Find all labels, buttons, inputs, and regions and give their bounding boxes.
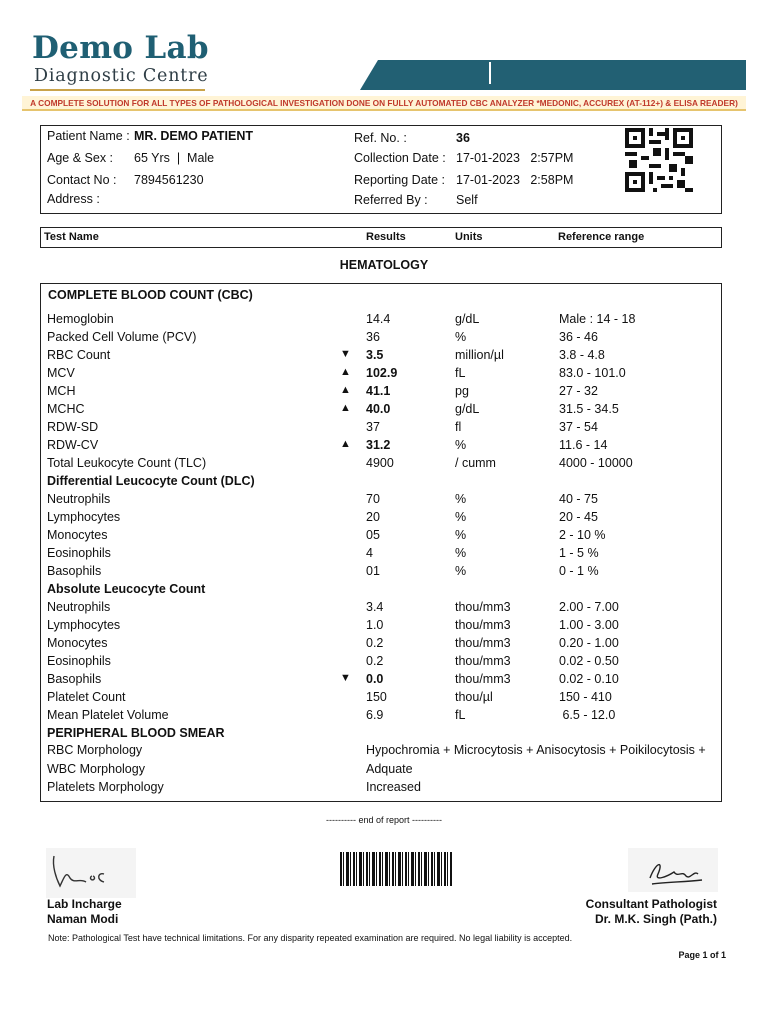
test-unit: fl <box>455 420 462 434</box>
lab-incharge-role: Lab Incharge <box>47 897 122 911</box>
test-result: 31.2 <box>366 438 391 452</box>
table-row <box>0 510 768 528</box>
test-name: Eosinophils <box>47 654 111 668</box>
test-result: 05 <box>366 528 380 542</box>
test-unit: thou/µl <box>455 690 493 704</box>
test-reference: 11.6 - 14 <box>559 438 608 452</box>
table-row <box>0 672 768 690</box>
table-row <box>0 492 768 510</box>
test-result: 4 <box>366 546 373 560</box>
test-unit: thou/mm3 <box>455 636 511 650</box>
table-row <box>0 438 768 456</box>
table-row <box>0 456 768 474</box>
test-result: 41.1 <box>366 384 391 398</box>
table-row <box>0 654 768 672</box>
test-result: 3.4 <box>366 600 384 614</box>
test-name: WBC Morphology <box>47 762 145 776</box>
table-row <box>0 618 768 636</box>
table-row <box>0 743 768 761</box>
barcode-icon <box>340 852 452 886</box>
contact-number: 7894561230 <box>134 173 204 187</box>
test-reference: 4000 - 10000 <box>559 456 633 470</box>
table-row <box>0 564 768 582</box>
department-title: HEMATOLOGY <box>339 258 429 272</box>
collection-date: 17-01-2023 2:57PM <box>456 151 574 165</box>
test-unit: % <box>455 546 467 560</box>
table-row <box>0 690 768 708</box>
test-name: Eosinophils <box>47 546 111 560</box>
contact-label: Contact No : <box>47 173 117 187</box>
table-row <box>0 708 768 726</box>
test-result: 6.9 <box>366 708 384 722</box>
referred-by: Self <box>456 193 478 207</box>
table-row <box>0 402 768 420</box>
address-label: Address : <box>47 192 100 206</box>
test-result: 150 <box>366 690 387 704</box>
test-reference: 31.5 - 34.5 <box>559 402 619 416</box>
test-unit: pg <box>455 384 469 398</box>
test-result: Hypochromia + Microcytosis + Anisocytosis + Poikilocytosis + <box>366 743 706 757</box>
test-reference: 40 - 75 <box>559 492 598 506</box>
ref-label: Ref. No. : <box>354 131 407 145</box>
test-result: 36 <box>366 330 380 344</box>
table-row <box>0 348 768 366</box>
qr-code-icon <box>625 128 693 192</box>
patient-name-label: Patient Name : <box>47 129 130 143</box>
up-arrow-icon: ▲ <box>340 384 351 396</box>
test-reference: 0.02 - 0.50 <box>559 654 619 668</box>
test-reference: 37 - 54 <box>559 420 598 434</box>
test-result: Adquate <box>366 762 413 776</box>
test-name: MCV <box>47 366 75 380</box>
test-result: 0.2 <box>366 654 384 668</box>
test-name: Packed Cell Volume (PCV) <box>47 330 197 344</box>
test-result: 01 <box>366 564 380 578</box>
table-row <box>0 384 768 402</box>
test-name: RBC Count <box>47 348 111 362</box>
up-arrow-icon: ▲ <box>340 366 351 378</box>
down-arrow-icon: ▼ <box>340 672 351 684</box>
test-name: Basophils <box>47 672 102 686</box>
ref-number: 36 <box>456 131 470 145</box>
page-number: Page 1 of 1 <box>678 950 726 960</box>
test-result: 3.5 <box>366 348 384 362</box>
smear-title: PERIPHERAL BLOOD SMEAR <box>47 726 225 740</box>
test-name: RBC Morphology <box>47 743 143 757</box>
test-reference: 6.5 - 12.0 <box>559 708 616 722</box>
test-reference: 2 - 10 % <box>559 528 606 542</box>
test-name: Platelets Morphology <box>47 780 164 794</box>
table-row <box>0 762 768 780</box>
test-name: Mean Platelet Volume <box>47 708 169 722</box>
alc-title: Absolute Leucocyte Count <box>47 582 206 596</box>
banner-divider <box>489 62 491 84</box>
test-unit: % <box>455 492 467 506</box>
test-unit: fL <box>455 366 466 380</box>
disclaimer-note: Note: Pathological Test have technical limitations. For any disparity repeated examination are required. No legal liability is accepted. <box>48 933 573 943</box>
test-reference: 2.00 - 7.00 <box>559 600 619 614</box>
test-name: Hemoglobin <box>47 312 114 326</box>
lab-logo-subtitle: Diagnostic Centre <box>34 66 209 86</box>
signature-left-icon <box>46 848 136 898</box>
collection-date-label: Collection Date : <box>354 151 446 165</box>
table-row <box>0 600 768 618</box>
test-unit: % <box>455 330 467 344</box>
patient-name: MR. DEMO PATIENT <box>134 129 253 143</box>
table-row <box>0 636 768 654</box>
test-name: Neutrophils <box>47 600 111 614</box>
table-row <box>0 330 768 348</box>
test-unit: % <box>455 564 467 578</box>
test-name: Lymphocytes <box>47 618 121 632</box>
col-reference: Reference range <box>558 231 645 243</box>
signature-right-icon <box>628 848 718 892</box>
test-name: MCHC <box>47 402 85 416</box>
test-unit: fL <box>455 708 466 722</box>
header-banner <box>360 60 746 90</box>
tagline: A COMPLETE SOLUTION FOR ALL TYPES OF PATHOLOGICAL INVESTIGATION DONE ON FULLY AUTOMATED CBC ANALYZER *MEDONIC, ACCUREX (AT-112+) & ELISA READER) <box>22 96 746 111</box>
up-arrow-icon: ▲ <box>340 438 351 450</box>
test-unit: g/dL <box>455 402 480 416</box>
down-arrow-icon: ▼ <box>340 348 351 360</box>
test-name: Neutrophils <box>47 492 111 506</box>
test-reference: 36 - 46 <box>559 330 598 344</box>
test-result: 0.0 <box>366 672 384 686</box>
test-reference: 0 - 1 % <box>559 564 599 578</box>
test-name: Lymphocytes <box>47 510 121 524</box>
col-test-name: Test Name <box>44 231 99 243</box>
test-name: RDW-CV <box>47 438 99 452</box>
test-unit: % <box>455 438 467 452</box>
test-unit: thou/mm3 <box>455 618 511 632</box>
test-unit: g/dL <box>455 312 480 326</box>
pathologist-name: Dr. M.K. Singh (Path.) <box>595 912 717 926</box>
test-result: 1.0 <box>366 618 384 632</box>
logo-underline <box>30 89 205 91</box>
up-arrow-icon: ▲ <box>340 402 351 414</box>
test-unit: million/µl <box>455 348 504 362</box>
referred-by-label: Referred By : <box>354 193 428 207</box>
test-unit: % <box>455 528 467 542</box>
test-reference: 83.0 - 101.0 <box>559 366 626 380</box>
test-unit: % <box>455 510 467 524</box>
test-reference: 0.02 - 0.10 <box>559 672 619 686</box>
col-results: Results <box>366 231 406 243</box>
test-name: Monocytes <box>47 528 108 542</box>
test-name: MCH <box>47 384 76 398</box>
test-name: Platelet Count <box>47 690 126 704</box>
test-reference: 27 - 32 <box>559 384 598 398</box>
test-result: Increased <box>366 780 421 794</box>
test-unit: / cumm <box>455 456 496 470</box>
test-name: RDW-SD <box>47 420 99 434</box>
test-result: 70 <box>366 492 380 506</box>
panel-title: COMPLETE BLOOD COUNT (CBC) <box>48 288 253 302</box>
test-unit: thou/mm3 <box>455 672 511 686</box>
table-row <box>0 420 768 438</box>
col-units: Units <box>455 231 483 243</box>
age-sex-label: Age & Sex : <box>47 151 114 165</box>
table-row <box>0 528 768 546</box>
test-result: 4900 <box>366 456 394 470</box>
reporting-date-label: Reporting Date : <box>354 173 446 187</box>
test-result: 20 <box>366 510 380 524</box>
test-result: 40.0 <box>366 402 391 416</box>
test-reference: 20 - 45 <box>559 510 598 524</box>
table-row <box>0 312 768 330</box>
test-result: 0.2 <box>366 636 384 650</box>
test-name: Monocytes <box>47 636 108 650</box>
table-row <box>0 546 768 564</box>
test-reference: Male : 14 - 18 <box>559 312 636 326</box>
test-reference: 3.8 - 4.8 <box>559 348 605 362</box>
test-result: 14.4 <box>366 312 391 326</box>
test-result: 37 <box>366 420 380 434</box>
pathologist-role: Consultant Pathologist <box>585 897 717 911</box>
test-reference: 1.00 - 3.00 <box>559 618 619 632</box>
end-of-report: ---------- end of report ---------- <box>326 815 442 825</box>
lab-incharge-name: Naman Modi <box>47 912 119 926</box>
table-row <box>0 366 768 384</box>
age-sex: 65 Yrs | Male <box>134 151 215 165</box>
test-unit: thou/mm3 <box>455 600 511 614</box>
test-name: Basophils <box>47 564 102 578</box>
test-result: 102.9 <box>366 366 398 380</box>
table-row <box>0 780 768 798</box>
test-reference: 1 - 5 % <box>559 546 599 560</box>
reporting-date: 17-01-2023 2:58PM <box>456 173 574 187</box>
test-unit: thou/mm3 <box>455 654 511 668</box>
test-reference: 150 - 410 <box>559 690 612 704</box>
test-name: Total Leukocyte Count (TLC) <box>47 456 207 470</box>
dlc-title: Differential Leucocyte Count (DLC) <box>47 474 255 488</box>
lab-logo-title: Demo Lab <box>32 30 209 66</box>
test-reference: 0.20 - 1.00 <box>559 636 619 650</box>
